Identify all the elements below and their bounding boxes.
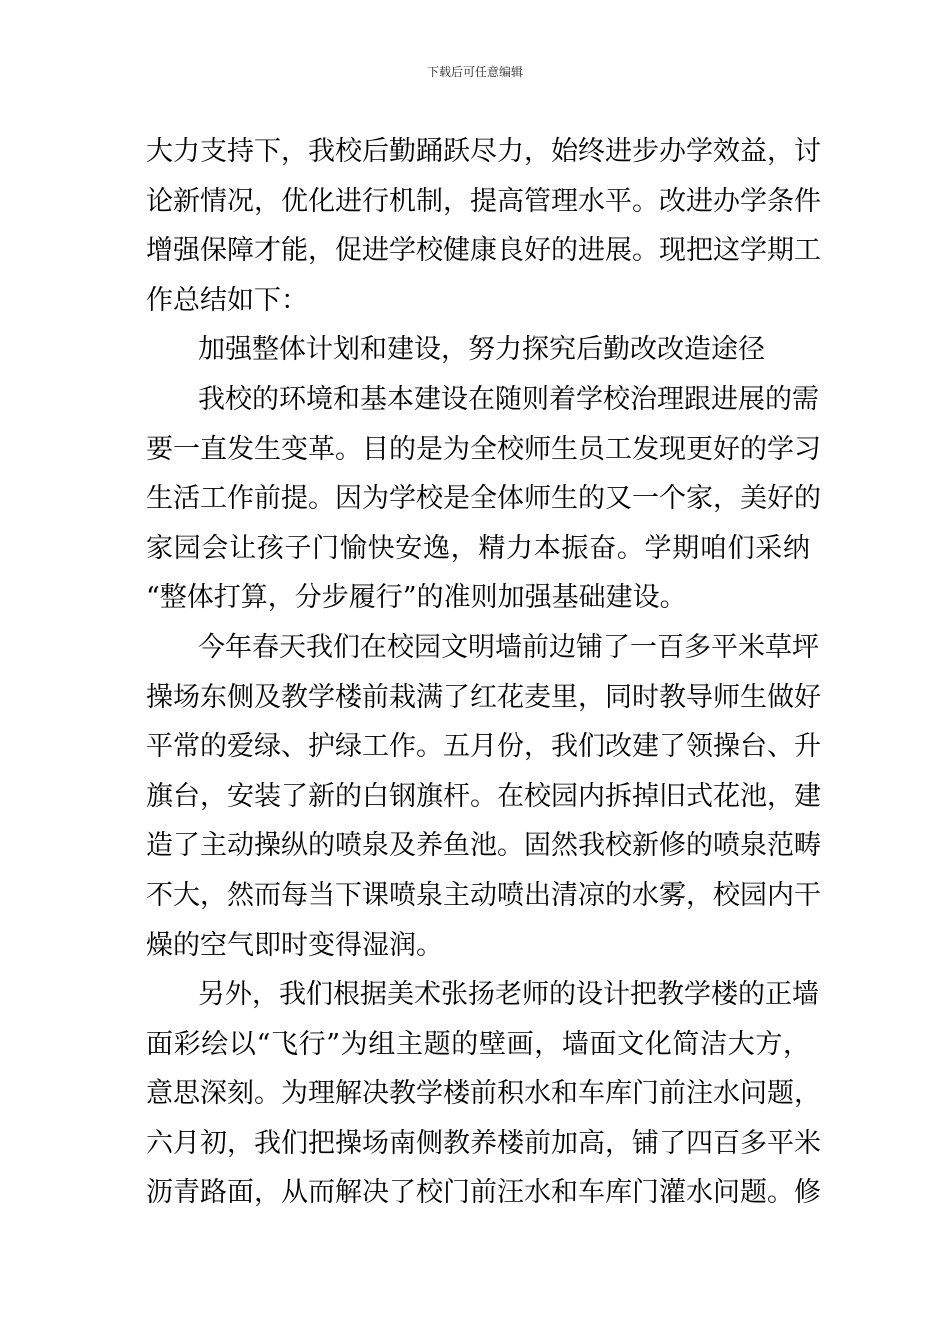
text-line: 燥的空气即时变得湿润。 xyxy=(146,929,443,961)
text-line: 要一直发生变革。目的是为全校师生员工发现更好的学习 xyxy=(146,433,821,465)
text-line: 不大，然而每当下课喷泉主动喷出清凉的水雾，校园内干 xyxy=(146,879,821,911)
text-line: 今年春天我们在校园文明墙前边铺了一百多平米草坪 xyxy=(198,631,819,663)
text-line: 另外，我们根据美术张扬老师的设计把教学楼的正墙 xyxy=(198,979,819,1011)
text-line: 沥青路面，从而解决了校门前汪水和车库门灌水问题。修 xyxy=(146,1177,821,1209)
text-line: 面彩绘以“飞行”为组主题的壁画，墙面文化简洁大方， xyxy=(146,1028,810,1060)
text-line: 生活工作前提。因为学校是全体师生的又一个家，美好的 xyxy=(146,483,821,515)
text-line: 造了主动操纵的喷泉及养鱼池。固然我校新修的喷泉范畴 xyxy=(146,830,821,862)
body-text xyxy=(146,127,821,1218)
text-line: 操场东侧及教学楼前栽满了红花麦里，同时教导师生做好 xyxy=(146,681,821,713)
text-line: 家园会让孩子门愉快安逸，精力本振奋。学期咱们采纳 xyxy=(146,532,810,564)
text-line: 论新情况，优化进行机制，提高管理水平。改进办学条件 xyxy=(146,185,821,217)
text-line: 增强保障才能，促进学校健康良好的进展。现把这学期工 xyxy=(146,235,821,267)
text-line: 作总结如下： xyxy=(146,284,308,316)
text-line: 旗台，安装了新的白钢旗杆。在校园内拆掉旧式花池，建 xyxy=(146,780,821,812)
text-line: 意思深刻。为理解决教学楼前积水和车库门前注水问题， xyxy=(146,1078,821,1110)
text-line: 六月初，我们把操场南侧教养楼前加高，铺了四百多平米 xyxy=(146,1127,821,1159)
text-line: 加强整体计划和建设，努力探究后勤改改造途径 xyxy=(198,334,765,366)
text-line: 大力支持下，我校后勤踊跃尽力，始终进步办学效益，讨 xyxy=(146,136,821,167)
text-line: 平常的爱绿、护绿工作。五月份，我们改建了领操台、升 xyxy=(146,731,821,763)
text-line: 我校的环境和基本建设在随则着学校治理跟进展的需 xyxy=(198,383,819,415)
text-line: “整体打算，分步履行”的准则加强基础建设。 xyxy=(146,582,687,614)
page-header: 下载后可任意编辑 xyxy=(426,65,523,79)
